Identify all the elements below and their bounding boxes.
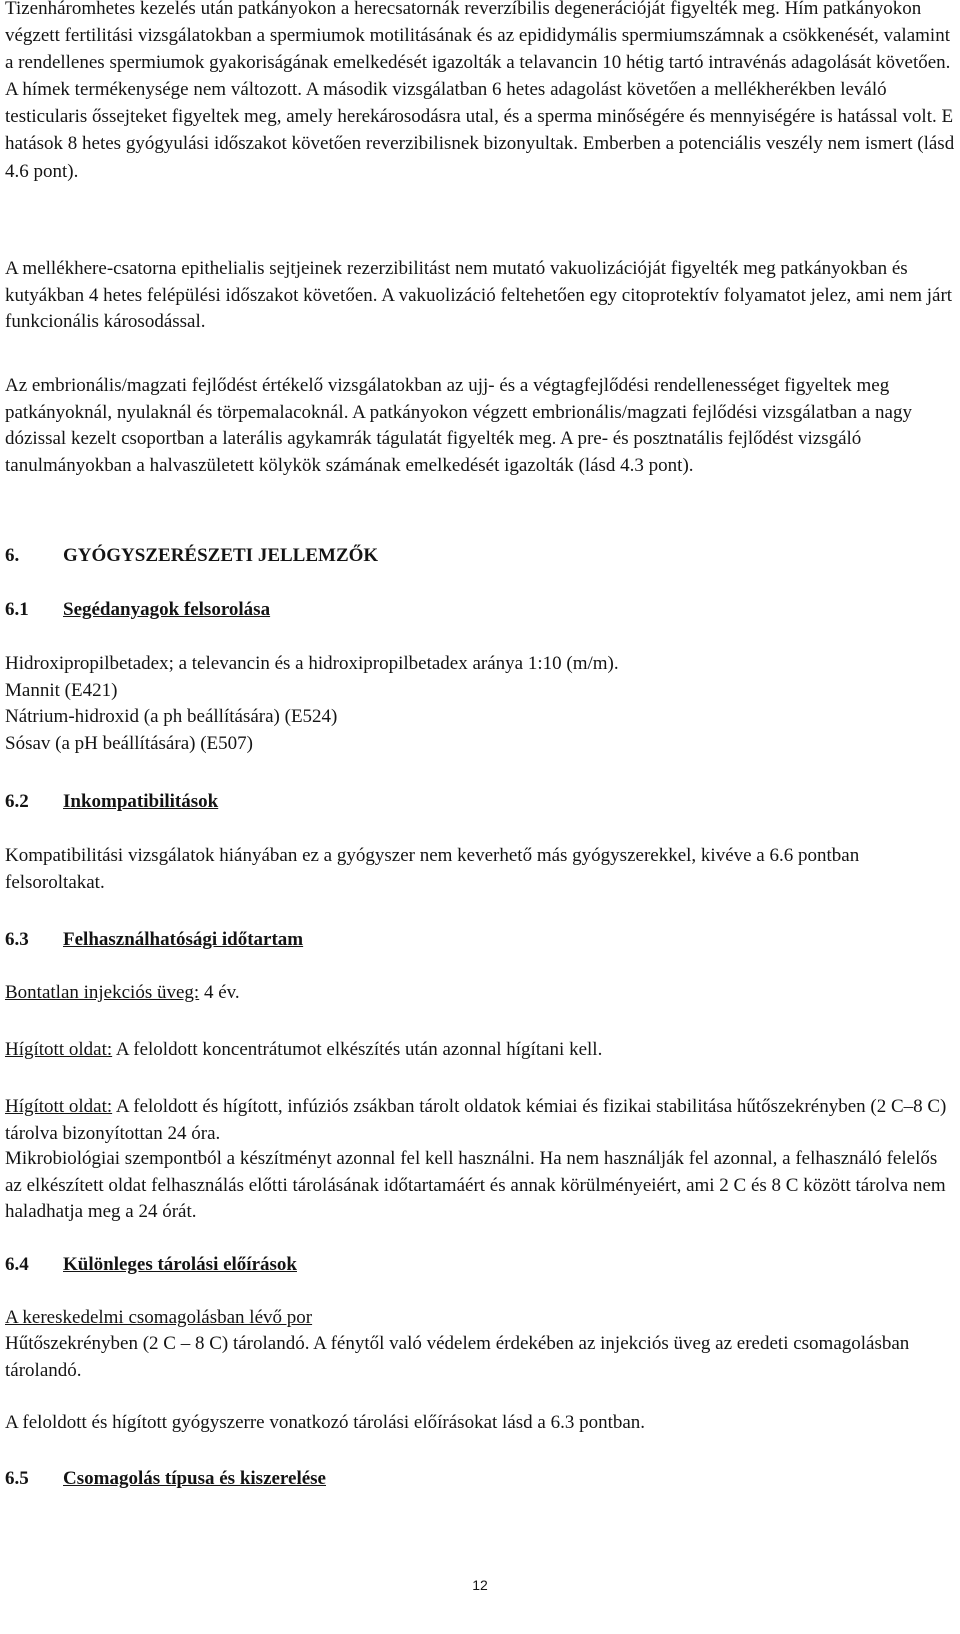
excipient-item: Hidroxipropilbetadex; a televancin és a hidroxipropilbetadex aránya 1:10 (m/m). xyxy=(5,653,619,674)
section-heading-6-5 xyxy=(5,1466,326,1492)
section-heading-6-1 xyxy=(5,597,270,623)
diluted-label: Hígított oldat: xyxy=(5,1096,113,1117)
section-title: Különleges tárolási előírások xyxy=(63,1254,297,1275)
excipient-list xyxy=(5,651,955,757)
excipient-item: Nátrium-hidroxid (a ph beállítására) (E524) xyxy=(5,706,338,728)
storage-text: Hűtőszekrényben (2 C – 8 C) tárolandó. A fénytől való védelem érdekében az injekciós üveg az eredeti csomagolásban tárolandó. xyxy=(5,1333,910,1381)
section-title: GYÓGYSZERÉSZETI JELLEMZŐK xyxy=(63,545,379,566)
diluted-text: A feloldott koncentrátumot elkészítés után azonnal hígítani kell. xyxy=(112,1039,603,1060)
storage-subheading: A kereskedelmi csomagolásban lévő por xyxy=(5,1307,313,1328)
shelf-life-unopened-label: Bontatlan injekciós üveg: xyxy=(5,982,200,1003)
section-title: Inkompatibilitások xyxy=(63,791,219,812)
section-number: 6.5 xyxy=(5,1468,29,1489)
section-heading-6-2 xyxy=(5,789,218,815)
microbiological-text: Mikrobiológiai szempontból a készítményt azonnal fel kell használni. Ha nem használják fel azonnal, a felhasználó felelős az elkészített oldat felhasználás előtti tárolásának időtartamáért és annak körülményeiért, ami 2 C és 8 C között tárolva nem haladhatja meg a 24 órát. xyxy=(5,1148,946,1223)
section-number: 6.3 xyxy=(5,929,29,950)
paragraph-embryofetal-development: Az embrionális/magzati fejlődést értékelő vizsgálatokban az ujj- és a végtagfejlődési rendellenességet figyeltek meg patkányoknál, nyulaknál és törpemalacoknál. A patkányokon végzett embrionális/magzati fejlődési vizsgálatban a nagy dózissal kezelt csoportban a laterális agykamrák tágulatát figyelték meg. A pre- és posztnatális fejlődést vizsgáló tanulmányokban a halvaszületett kölykök számának emelkedését igazolták (lásd 4.3 pont). xyxy=(5,375,912,476)
shelf-life-unopened-value: 4 év. xyxy=(199,982,240,1003)
shelf-life-unopened xyxy=(5,980,955,1007)
section-title: Csomagolás típusa és kiszerelése xyxy=(63,1468,326,1489)
section-title: Segédanyagok felsorolása xyxy=(63,599,271,620)
excipient-item: Mannit (E421) xyxy=(5,679,118,701)
paragraph-epididymal-vacuolization: A mellékhere-csatorna epithelialis sejtjeinek rezerzibilitást nem mutató vakuolizációját figyelték meg patkányokban és kutyákban 4 hetes felépülési időszakot követően. A vakuolizáció feltehetően egy citoprotektív folyamatot jelez, ami nem járt funkcionális károsodással. xyxy=(5,258,953,333)
section-title: Felhasználhatósági időtartam xyxy=(63,929,304,950)
section-number: 6.4 xyxy=(5,1254,29,1275)
section-number: 6.1 xyxy=(5,599,29,620)
section-number: 6.2 xyxy=(5,791,29,812)
incompatibility-text: Kompatibilitási vizsgálatok hiányában ez a gyógyszer nem keverhető más gyógyszerekkel, kivéve a 6.6 pontban felsoroltakat. xyxy=(5,845,860,893)
section-heading-6 xyxy=(5,543,378,569)
diluted-text: A feloldott és hígított, infúziós zsákban tárolt oldatok kémiai és fizikai stabilitása hűtőszekrényben (2 C–8 C) tárolva bizonyítottan 24 óra. xyxy=(5,1096,947,1144)
shelf-life-diluted-1 xyxy=(5,1037,955,1064)
section-heading-6-4 xyxy=(5,1252,297,1278)
diluted-label: Hígított oldat: xyxy=(5,1039,113,1060)
page-number: 12 xyxy=(472,1577,488,1593)
section-heading-6-3 xyxy=(5,927,303,953)
shelf-life-diluted-2 xyxy=(5,1094,955,1147)
excipient-item: Sósav (a pH beállítására) (E507) xyxy=(5,732,253,754)
storage-reference-text: A feloldott és hígított gyógyszerre vonatkozó tárolási előírásokat lásd a 6.3 pontban. xyxy=(5,1412,646,1433)
paragraph-preclinical-fertility: Tizenháromhetes kezelés után patkányokon a herecsatornák reverzíbilis degenerációját figyelték meg. Hím patkányokon végzett fertilitási vizsgálatokban a spermiumok motilitásának és az epididymális spermiumszámnak a csökkenését, valamint a rendellenes spermiumok gyakoriságának emelkedését igazolták a telavancin 10 hétig tartó intravénás adagolását követően. A hímek termékenysége nem változott. A második vizsgálatban 6 hetes adagolást követően a mellékherékben leváló testicularis őssejteket figyeltek meg, amely herekárosodásra utal, és a sperma minőségére és mennyiségére is hatással volt. E hatások 8 hetes gyógyulási időszakot követően reverzibilisnek bizonyultak. Emberben a potenciális veszély nem ismert (lásd 4.6 pont). xyxy=(5,0,955,182)
section-number: 6. xyxy=(5,545,20,566)
